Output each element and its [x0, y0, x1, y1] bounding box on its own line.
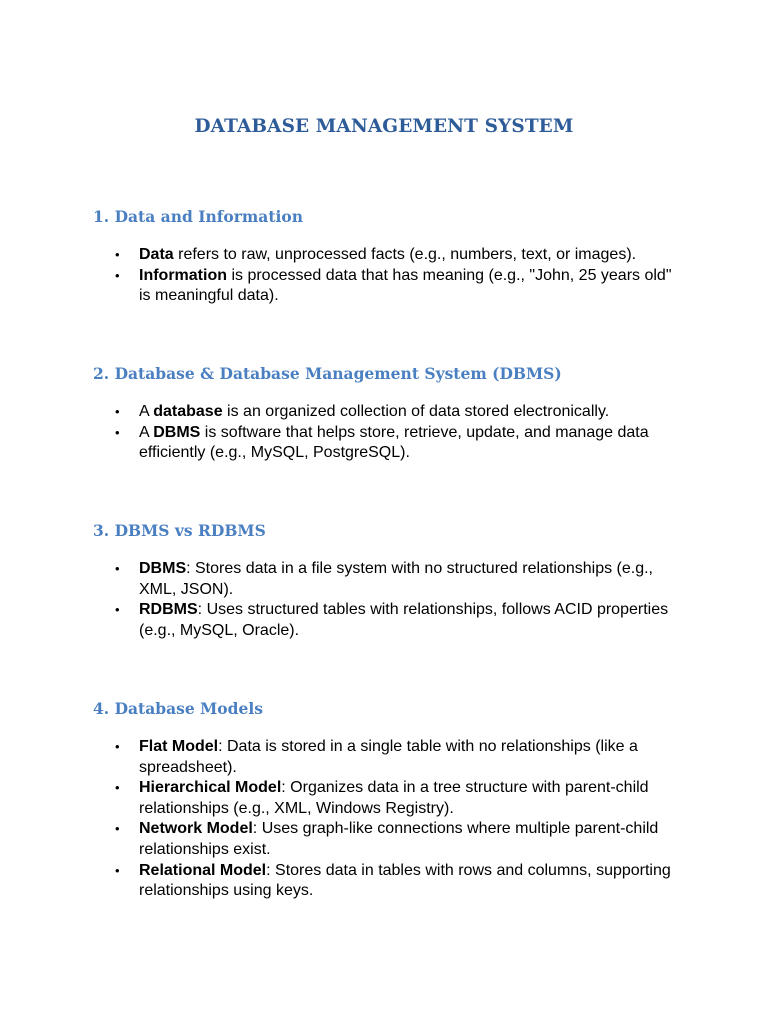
term: DBMS [139, 560, 187, 577]
term: Hierarchical Model [139, 779, 282, 797]
item-text: : Stores data in a file system with no structured relationships (e.g., XML, JSON). [139, 560, 653, 598]
list-item [93, 600, 679, 641]
section-database-and-dbms [93, 364, 693, 464]
bullet-list [93, 245, 693, 307]
item-text: : Stores data in tables with rows and columns, supporting relationships using keys. [139, 861, 671, 900]
bullet-list [93, 559, 693, 641]
item-text: is processed data that has meaning (e.g., "John, 25 years old" is meaningful data). [139, 266, 672, 305]
list-item [93, 861, 679, 902]
section-heading: 4. Database Models [93, 699, 263, 718]
bullet-icon: • [115, 424, 120, 440]
document-title: DATABASE MANAGEMENT SYSTEM [194, 116, 574, 137]
item-text: : Uses graph-like connections where multiple parent-child relationships exist. [139, 820, 659, 858]
item-text: : Uses structured tables with relationships, follows ACID properties (e.g., MySQL, Oracle). [139, 601, 669, 639]
section-data-and-information [93, 207, 693, 307]
item-prefix: A [139, 423, 154, 441]
bullet-list [93, 737, 693, 902]
section-heading: 3. DBMS vs RDBMS [93, 521, 266, 540]
item-text: is an organized collection of data stored electronically. [222, 403, 610, 420]
item-text: : Organizes data in a tree structure with parent-child relationships (e.g., XML, Windows Registry). [139, 779, 649, 817]
term: database [153, 403, 223, 420]
list-item [93, 737, 679, 778]
term: Flat Model [139, 738, 219, 755]
item-text: : Data is stored in a single table with no relationships (like a spreadsheet). [139, 738, 638, 776]
list-item [93, 245, 679, 266]
section-dbms-vs-rdbms [93, 521, 693, 641]
section-heading: 2. Database & Database Management System (DBMS) [93, 364, 562, 383]
item-prefix: A [139, 403, 154, 420]
item-text: is software that helps store, retrieve, update, and manage data efficiently (e.g., MySQL, PostgreSQL). [139, 423, 649, 462]
bullet-icon: • [115, 247, 120, 262]
term: Relational Model [139, 861, 267, 879]
term: Information [139, 266, 227, 284]
list-item [93, 402, 679, 423]
bullet-icon: • [115, 780, 120, 796]
list-item [93, 819, 679, 860]
term: Network Model [139, 820, 253, 838]
term: Data [139, 246, 174, 263]
term: RDBMS [139, 601, 198, 619]
list-item [93, 423, 679, 464]
bullet-icon: • [115, 602, 120, 618]
bullet-icon: • [115, 267, 120, 283]
bullet-icon: • [115, 821, 120, 837]
item-text: refers to raw, unprocessed facts (e.g., numbers, text, or images). [173, 246, 637, 263]
bullet-icon: • [115, 862, 120, 878]
section-database-models [93, 699, 693, 902]
section-heading: 1. Data and Information [93, 207, 303, 226]
bullet-list [93, 402, 693, 464]
bullet-icon: • [115, 561, 120, 576]
list-item [93, 266, 679, 307]
term: DBMS [153, 423, 201, 441]
list-item [93, 778, 679, 819]
list-item [93, 559, 679, 600]
bullet-icon: • [115, 739, 120, 754]
bullet-icon: • [115, 404, 120, 419]
